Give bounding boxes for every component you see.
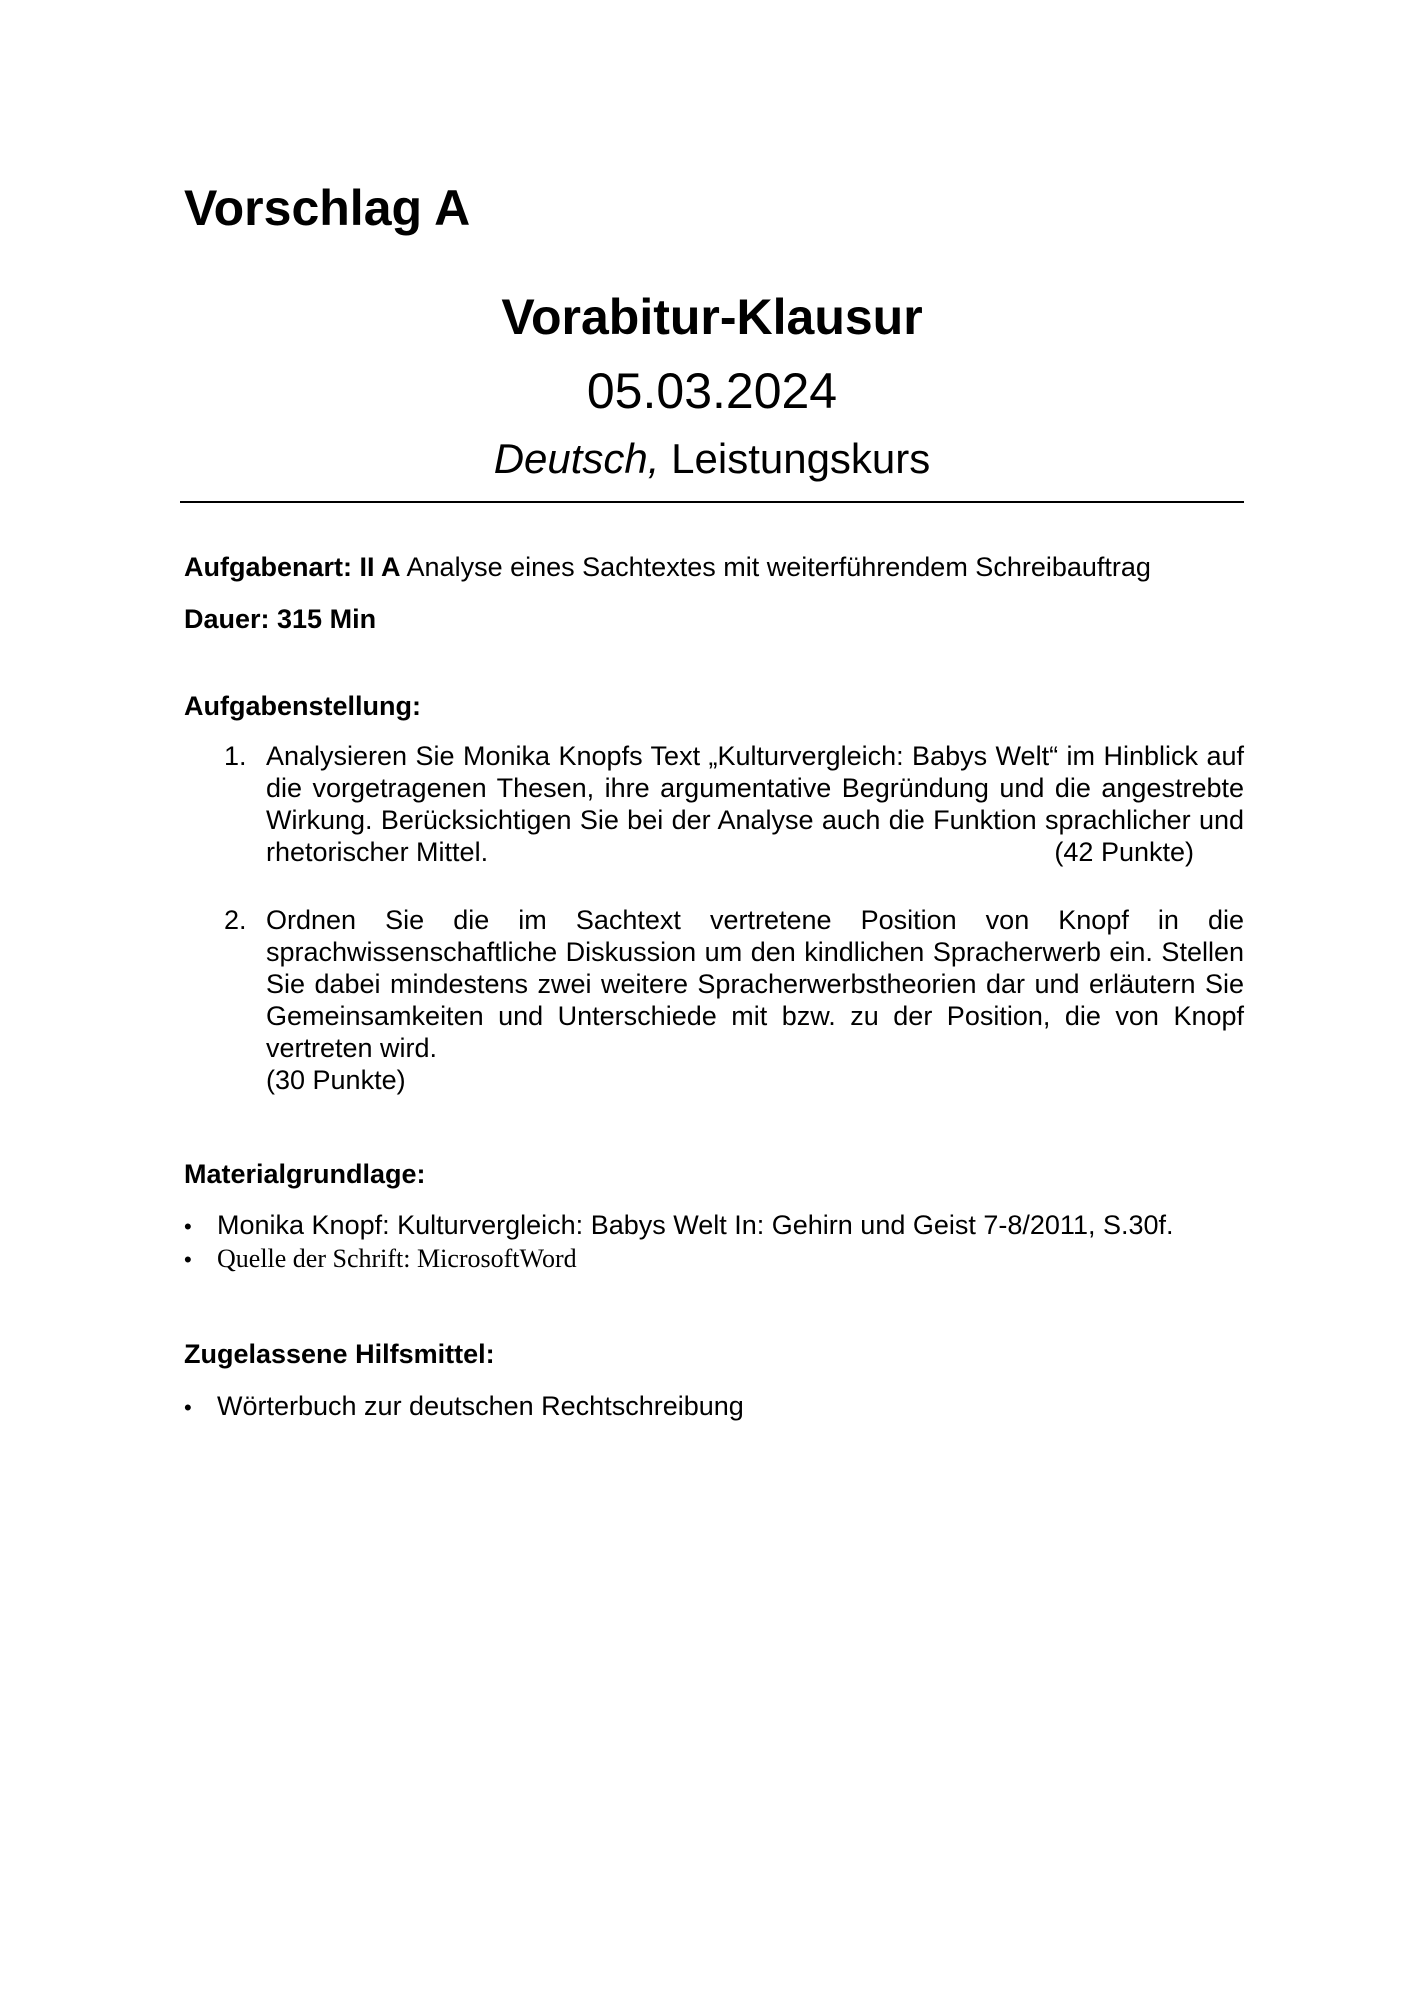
task-points: (30 Punkte) bbox=[266, 1065, 406, 1095]
duration: Dauer: 315 Min bbox=[184, 604, 377, 634]
task-list bbox=[224, 740, 1244, 1096]
list-item bbox=[184, 1390, 1244, 1424]
material-font-source: Quelle der Schrift: MicrosoftWord bbox=[217, 1244, 577, 1273]
header-divider bbox=[180, 501, 1244, 503]
proposal-heading: Vorschlag A bbox=[184, 180, 471, 236]
task-body bbox=[266, 904, 1244, 1096]
exam-course bbox=[180, 434, 1244, 484]
task-type-line bbox=[184, 551, 1151, 583]
task-body bbox=[266, 740, 1244, 868]
aids-heading: Zugelassene Hilfsmittel: bbox=[184, 1339, 495, 1369]
course-level: Leistungskurs bbox=[671, 435, 931, 482]
task-text: Ordnen Sie die im Sachtext vertretene Position von Knopf in die sprachwissenschaftliche Diskussion um den kindlichen Spracherwerb ein. Stellen Sie dabei mindestens zwei weitere Spracherwerbstheorien dar und erläutern Sie Gemeinsamkeiten und Unterschiede mit bzw. zu der Position, die von Knopf vertreten wird. bbox=[266, 905, 1244, 1063]
bullet-icon: • bbox=[184, 1247, 192, 1272]
material-source: Monika Knopf: Kulturvergleich: Babys Welt In: Gehirn und Geist 7-8/2011, S.30f. bbox=[217, 1210, 1174, 1240]
exam-title: Vorabitur-Klausur bbox=[501, 289, 923, 345]
aids-list bbox=[184, 1390, 1244, 1424]
list-item bbox=[184, 1209, 1244, 1243]
task-number: 1. bbox=[224, 741, 247, 771]
bullet-icon: • bbox=[184, 1395, 192, 1420]
task-item-2 bbox=[224, 904, 1244, 1096]
task-type-value: Analyse eines Sachtextes mit weiterführendem Schreibauftrag bbox=[406, 552, 1151, 582]
material-heading: Materialgrundlage: bbox=[184, 1159, 426, 1189]
aid-item: Wörterbuch zur deutschen Rechtschreibung bbox=[217, 1391, 744, 1421]
exam-date: 05.03.2024 bbox=[586, 363, 838, 419]
task-points: (42 Punkte) bbox=[1054, 837, 1194, 867]
subject-name: Deutsch, bbox=[493, 435, 660, 482]
task-item-1 bbox=[224, 740, 1244, 868]
bullet-icon: • bbox=[184, 1214, 192, 1239]
task-type-label: Aufgabenart: II A bbox=[184, 552, 401, 582]
task-text: Analysieren Sie Monika Knopfs Text „Kulturvergleich: Babys Welt“ im Hinblick auf die vorgetragenen Thesen, ihre argumentative Begründung und die angestrebte Wirkung. Berücksichtigen Sie bei der Analyse auch die Funktion sprachlicher und rhetorischer Mittel. bbox=[266, 741, 1244, 867]
task-number: 2. bbox=[224, 905, 247, 935]
material-list bbox=[184, 1209, 1244, 1276]
list-item bbox=[184, 1243, 1244, 1276]
tasks-heading: Aufgabenstellung: bbox=[184, 691, 421, 721]
